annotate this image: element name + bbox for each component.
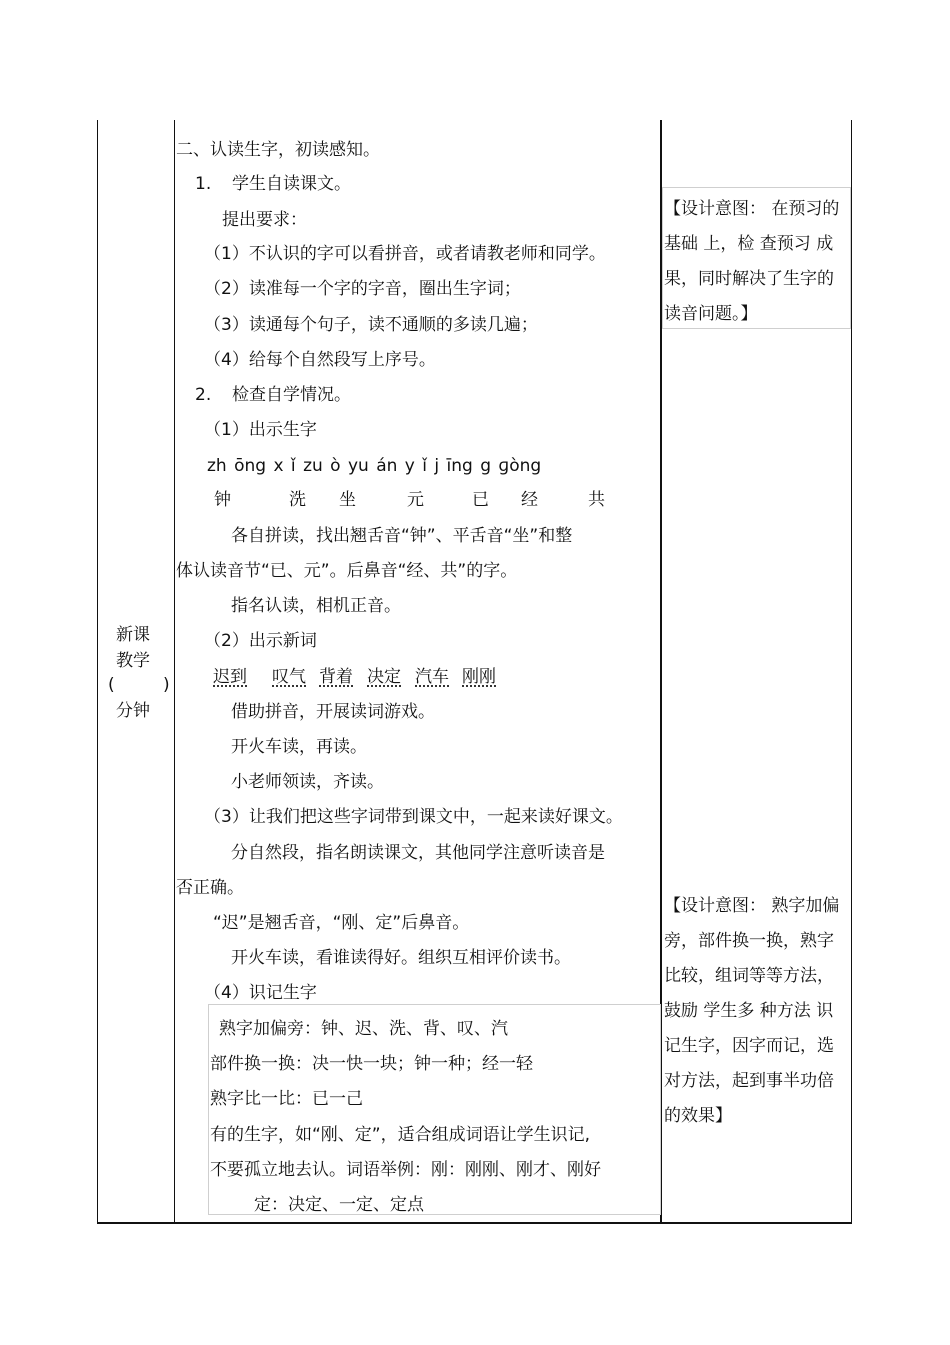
show-chars-label: （1）出示生字 xyxy=(204,420,317,440)
design-note-1 xyxy=(664,192,839,332)
correct-line: 指名认读，相机正音。 xyxy=(231,596,401,616)
requirements-intro: 提出要求： xyxy=(222,210,307,230)
activity-line: 借助拼音，开展读词游戏。 xyxy=(231,702,435,722)
note-line: 【设计意图： 在预习的 xyxy=(664,199,840,219)
spelling-paragraph-line2: 体认读音节“已、元”。后鼻音“经、共”的字。 xyxy=(176,561,518,581)
table-border-right xyxy=(851,120,852,1224)
requirement-item: （3）读通每个句子，读不通顺的多读几遍； xyxy=(204,315,538,335)
note-line: 基础 上，检 查预习 成 xyxy=(664,234,834,254)
left-label-line4: 分钟 xyxy=(116,701,150,721)
memo-line: 有的生字，如“刚、定”，适合组成词语让学生识记, xyxy=(210,1125,591,1145)
word: 决定 xyxy=(367,667,401,687)
word: 叹气 xyxy=(272,667,306,687)
word: 刚刚 xyxy=(462,667,496,687)
character: 元 xyxy=(407,490,424,510)
left-label-line2: 教学 xyxy=(116,651,150,671)
note-line: 鼓励 学生多 种方法 识 xyxy=(664,1001,834,1021)
note-line: 【设计意图： 熟字加偏 xyxy=(664,896,840,916)
left-label-open-paren: ( xyxy=(108,675,115,695)
show-words-label: （2）出示新词 xyxy=(204,631,317,651)
left-label-close-paren: ) xyxy=(163,675,170,695)
section-title: 二、认读生字，初读感知。 xyxy=(176,140,380,160)
design-note-2 xyxy=(664,889,839,1134)
train-reading-line: 开火车读，看谁读得好。组织互相评价读书。 xyxy=(231,948,571,968)
note-line: 果，同时解决了生字的 xyxy=(664,269,834,289)
step2-text: 检查自学情况。 xyxy=(232,385,351,405)
character: 已 xyxy=(472,490,489,510)
character: 洗 xyxy=(289,490,306,510)
pinyin-line: zh ōng x ǐ zu ò yu án y ǐ j īng g ɡòng xyxy=(207,456,542,476)
note-line: 比较，组词等等方法， xyxy=(664,966,834,986)
character: 经 xyxy=(521,490,538,510)
word: 汽车 xyxy=(415,667,449,687)
note-line: 读音问题。】 xyxy=(664,304,758,324)
table-border-left xyxy=(97,120,98,1224)
memo-line: 部件换一换：决一快一块；钟一种；经一轻 xyxy=(210,1054,533,1074)
requirement-item: （2）读准每一个字的字音，圈出生字词； xyxy=(204,279,521,299)
character: 坐 xyxy=(339,490,356,510)
character: 钟 xyxy=(214,490,231,510)
step2-number: 2. xyxy=(195,385,212,405)
requirement-item: （4）给每个自然段写上序号。 xyxy=(204,350,436,370)
step4-label: （4）识记生字 xyxy=(204,983,317,1003)
note-line: 对方法，起到事半功倍 xyxy=(664,1071,834,1091)
left-label-line1: 新课 xyxy=(116,625,150,645)
activity-line: 开火车读，再读。 xyxy=(231,737,367,757)
step1-text: 学生自读课文。 xyxy=(232,174,351,194)
word: 迟到 xyxy=(213,667,247,687)
memo-line: 不要孤立地去认。词语举例：刚：刚刚、刚才、刚好 xyxy=(210,1160,601,1180)
table-divider-1 xyxy=(174,120,175,1224)
memo-line: 熟字加偏旁：钟、迟、洗、背、叹、汽 xyxy=(219,1019,508,1039)
memo-line: 熟字比一比：已一己 xyxy=(210,1089,363,1109)
step1-number: 1. xyxy=(195,174,212,194)
spelling-paragraph-line1: 各自拼读，找出翘舌音“钟”、平舌音“坐”和整 xyxy=(231,526,573,546)
step3-line: （3）让我们把这些字词带到课文中，一起来读好课文。 xyxy=(204,807,623,827)
read-paragraph-line1: 分自然段，指名朗读课文，其他同学注意听读音是 xyxy=(231,843,605,863)
table-border-bottom xyxy=(97,1222,852,1224)
note-line: 旁，部件换一换，熟字 xyxy=(664,931,834,951)
pronunciation-tip: “迟”是翘舌音，“刚、定”后鼻音。 xyxy=(213,913,470,933)
character: 共 xyxy=(588,490,605,510)
read-paragraph-line2: 否正确。 xyxy=(176,878,244,898)
memo-line: 定：决定、一定、定点 xyxy=(254,1195,424,1215)
requirement-item: （1）不认识的字可以看拼音，或者请教老师和同学。 xyxy=(204,244,606,264)
note-line: 记生字，因字而记，选 xyxy=(664,1036,834,1056)
word: 背着 xyxy=(319,667,353,687)
activity-line: 小老师领读，齐读。 xyxy=(231,772,384,792)
note-line: 的效果】 xyxy=(664,1106,732,1126)
